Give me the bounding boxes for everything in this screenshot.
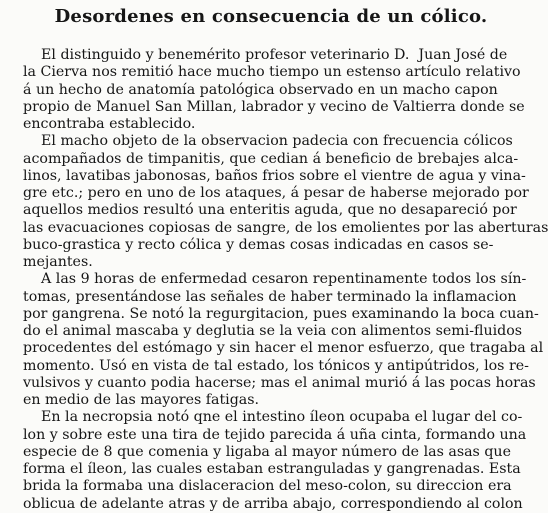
text-line: tomas, presentándose las señales de haber terminado la inflamacion (23, 288, 517, 305)
paragraph-3 (23, 271, 544, 409)
text-line: A las 9 horas de enfermedad cesaron repentinamente todos los sín- (23, 271, 527, 288)
paragraph-4 (23, 409, 538, 513)
text-line: En la necropsia notó qne el intestino íleon ocupaba el lugar del co- (23, 409, 523, 426)
article-title: Desordenes en consecuencia de un cólico. (54, 6, 488, 27)
article-body (23, 47, 548, 513)
text-line: aquellos medios resultó una enteritis aguda, que no desapareció por (23, 202, 517, 219)
text-line: brida la formaba una dislaceracion del meso-colon, su direccion era (23, 478, 512, 495)
text-line: procedentes del estómago y sin hacer el menor esfuerzo, que tragaba al (23, 340, 544, 357)
text-line: buco-grastica y recto cólica y demas cosas indicadas en casos se- (23, 236, 494, 253)
text-line: forma el íleon, las cuales estaban estranguladas y gangrenadas. Esta (23, 461, 521, 477)
text-line: momento. Usó en vista de tal estado, los tónicos y antipútridos, los re- (23, 357, 529, 374)
text-line: especie de 8 que comenia y ligaba al mayor número de las asas que (23, 443, 511, 460)
text-line: las evacuaciones copiosas de sangre, de los emolientes por las aberturas (23, 219, 548, 236)
text-line: lon y sobre este una tira de tejido parecida á uña cinta, formando una (23, 426, 527, 443)
text-line: propio de Manuel San Millan, labrador y vecino de Valtierra donde se (23, 98, 525, 115)
text-line: mejantes. (23, 254, 93, 270)
text-line: vulsivos y cuanto podia hacerse; mas el animal murió á las pocas horas (23, 374, 536, 391)
text-line: linos, lavatibas jabonosas, baños frios sobre el vientre de agua y vina- (23, 167, 526, 184)
text-line: do el animal mascaba y deglutia se la veia con alimentos semi-fluidos (23, 323, 523, 339)
text-line: en medio de las mayores fatigas. (23, 392, 260, 408)
paragraph-2 (23, 133, 548, 271)
text-line: gre etc.; pero en uno de los ataques, á pesar de haberse mejorado por (23, 185, 529, 201)
text-line: á un hecho de anatomía patológica observado en un macho capon (23, 81, 498, 98)
text-line: por gangrena. Se notó la regurgitacion, pues examinando la boca cuan- (23, 305, 539, 322)
text-line: acompañados de timpanitis, que cedian á beneficio de brebajes alca- (23, 150, 519, 167)
text-line: El macho objeto de la observacion padecia con frecuencia cólicos (23, 133, 513, 150)
text-line: la Cierva nos remitió hace mucho tiempo un estenso artículo relativo (23, 64, 521, 81)
text-line: oblicua de adelante atras y de arriba abajo, correspondiendo al colon (23, 495, 523, 512)
paragraph-1 (23, 47, 538, 133)
text-line: encontraba establecido. (23, 116, 196, 132)
text-line: El distinguido y benemérito profesor veterinario D. Juan José de (23, 47, 508, 63)
